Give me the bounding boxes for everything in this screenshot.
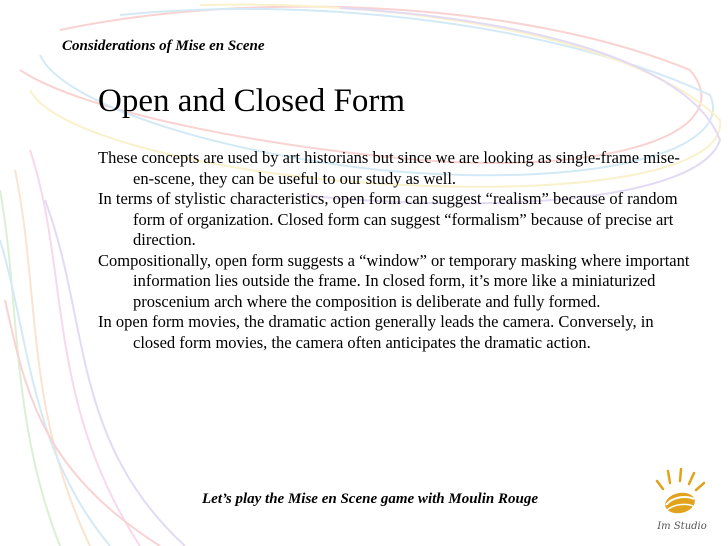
bullet-paragraph: In open form movies, the dramatic action generally leads the camera. Conversely, in closed form movies, the camera often anticipates the dramatic action.	[98, 312, 654, 352]
slide-footer: Let’s play the Mise en Scene game with Moulin Rouge	[202, 491, 538, 507]
slide-body	[98, 148, 698, 353]
logo-text: Im Studio	[657, 521, 707, 532]
slide-title: Open and Closed Form	[98, 83, 406, 119]
bullet-paragraph: In terms of stylistic characteristics, open form can suggest “realism” because of random form of organization. Closed form can suggest “formalism” because of precise art direction.	[98, 189, 678, 249]
bullet-paragraph: Compositionally, open form suggests a “window” or temporary masking where important information lies outside the frame. In closed form, it’s more like a miniaturized proscenium arch where the composition is deliberate and fully formed.	[98, 250, 690, 311]
sun-logo-icon	[648, 467, 716, 535]
presentation-header: Considerations of Mise en Scene	[62, 38, 265, 54]
bullet-paragraph: These concepts are used by art historians but since we are looking as single-frame mise-en-scene, they can be useful to our study as well.	[98, 148, 680, 188]
swirl-stroke	[15, 170, 90, 546]
